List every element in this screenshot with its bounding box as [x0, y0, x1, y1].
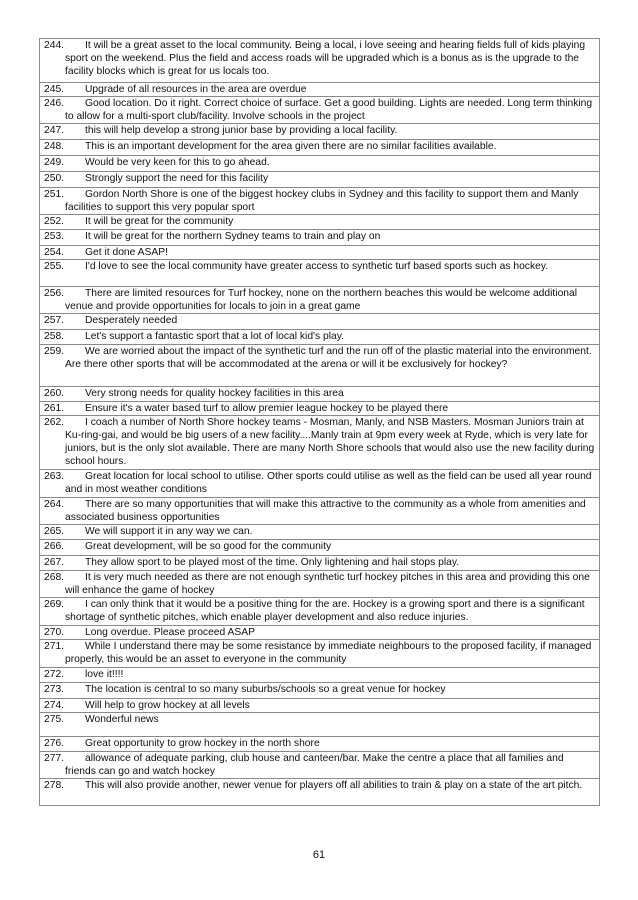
comment-text: Wonderful news [85, 714, 159, 725]
comment-number: 265. [44, 526, 65, 537]
comment-entry [44, 525, 596, 538]
comment-cell [40, 402, 600, 416]
comment-text: allowance of adequate parking, club house and canteen/bar. Make the centre a place that all families and friends can go and watch hockey [65, 753, 564, 777]
comment-row [40, 345, 600, 387]
comment-row [40, 215, 600, 230]
comment-number: 278. [44, 780, 65, 791]
comment-number: 245. [44, 84, 65, 95]
comment-cell [40, 83, 600, 97]
comment-row [40, 172, 600, 188]
comment-text: Gordon North Shore is one of the biggest hockey clubs in Sydney and this facility to support them and Manly facilities to support this very popular sport [65, 189, 579, 213]
comment-row [40, 97, 600, 124]
comment-cell [40, 699, 600, 713]
comment-row [40, 330, 600, 345]
comment-entry [44, 779, 596, 792]
comment-number: 267. [44, 557, 65, 568]
comment-row [40, 525, 600, 540]
comment-row [40, 83, 600, 97]
comment-entry [44, 287, 596, 313]
comment-number: 270. [44, 627, 65, 638]
comment-text: This is an important development for the area given there are no similar facilities available. [85, 141, 497, 152]
comment-row [40, 230, 600, 246]
comment-row [40, 470, 600, 498]
comment-entry [44, 387, 596, 400]
comment-text: Get it done ASAP! [85, 247, 168, 258]
comment-cell [40, 345, 600, 387]
comment-text: It will be great for the community [85, 216, 234, 227]
comment-number: 261. [44, 403, 65, 414]
comment-entry [44, 640, 596, 666]
comment-text: Long overdue. Please proceed ASAP [85, 627, 256, 638]
comment-number: 266. [44, 541, 65, 552]
comment-cell [40, 498, 600, 525]
comment-cell [40, 97, 600, 124]
comment-cell [40, 752, 600, 779]
comment-row [40, 387, 600, 402]
comment-row [40, 556, 600, 571]
comment-cell [40, 188, 600, 215]
comment-entry [44, 140, 596, 153]
comment-text: Would be very keen for this to go ahead. [85, 157, 270, 168]
comment-cell [40, 140, 600, 156]
comment-number: 271. [44, 641, 65, 652]
comment-text: Very strong needs for quality hockey facilities in this area [85, 388, 344, 399]
comment-number: 264. [44, 499, 65, 510]
comment-number: 247. [44, 125, 65, 136]
comment-number: 248. [44, 141, 65, 152]
comment-entry [44, 260, 596, 273]
comment-number: 251. [44, 189, 65, 200]
comment-entry [44, 83, 596, 96]
comment-entry [44, 598, 596, 624]
comment-entry [44, 416, 596, 468]
comment-cell [40, 470, 600, 498]
comment-text: Great development, will be so good for the community [85, 541, 332, 552]
comment-cell [40, 246, 600, 260]
comment-row [40, 39, 600, 83]
comment-number: 257. [44, 315, 65, 326]
comment-cell [40, 124, 600, 140]
comment-row [40, 683, 600, 699]
comment-entry [44, 571, 596, 597]
comment-row [40, 737, 600, 752]
comment-row [40, 498, 600, 525]
comment-entry [44, 345, 596, 371]
comment-row [40, 140, 600, 156]
comment-number: 256. [44, 288, 65, 299]
comment-number: 244. [44, 40, 65, 51]
comment-number: 259. [44, 346, 65, 357]
comment-number: 277. [44, 753, 65, 764]
comment-entry [44, 668, 596, 681]
comment-number: 262. [44, 417, 65, 428]
comment-row [40, 416, 600, 470]
comment-cell [40, 314, 600, 330]
comment-text: It will be great for the northern Sydney teams to train and play on [85, 231, 381, 242]
comment-text: Will help to grow hockey at all levels [85, 700, 250, 711]
comment-row [40, 640, 600, 668]
comment-entry [44, 556, 596, 569]
comment-cell [40, 640, 600, 668]
comment-text: Ensure it's a water based turf to allow premier league hockey to be played there [85, 403, 449, 414]
comment-row [40, 713, 600, 737]
comment-entry [44, 626, 596, 639]
comment-number: 263. [44, 471, 65, 482]
comment-number: 275. [44, 714, 65, 725]
comment-entry [44, 215, 596, 228]
comment-row [40, 188, 600, 215]
comment-entry [44, 230, 596, 243]
comment-text: I can only think that it would be a positive thing for the are. Hockey is a growing sport and there is a significant shortage of synthetic pitches, which enable player development and also reduce injuries. [65, 599, 585, 623]
comment-row [40, 779, 600, 806]
comment-number: 269. [44, 599, 65, 610]
comment-cell [40, 626, 600, 640]
comment-cell [40, 215, 600, 230]
comment-text: I'd love to see the local community have greater access to synthetic turf based sports such as hockey. [85, 261, 549, 272]
comment-entry [44, 97, 596, 123]
comment-entry [44, 498, 596, 524]
comment-cell [40, 156, 600, 172]
comment-number: 253. [44, 231, 65, 242]
comment-text: We will support it in any way we can. [85, 526, 253, 537]
comment-text: Good location. Do it right. Correct choice of surface. Get a good building. Lights are needed. Long term thinking to allow for a multi-sport club/facility. Involve schools in the project [65, 98, 593, 122]
comment-row [40, 752, 600, 779]
comment-cell [40, 737, 600, 752]
comment-cell [40, 571, 600, 598]
comment-number: 274. [44, 700, 65, 711]
comment-entry [44, 314, 596, 327]
comment-cell [40, 260, 600, 287]
comment-text: Desperately needed [85, 315, 178, 326]
comment-row [40, 124, 600, 140]
comment-text: I coach a number of North Shore hockey teams - Mosman, Manly, and NSB Masters. Mosman Juniors train at Ku-ring-gai, and would be big users of a new facility....Manly train at 9pm every week at Ryde, which is very late for juniors, but is the only slot available. There are many North Shore schools that would also use the new facility during school hours. [65, 417, 595, 467]
comment-cell [40, 525, 600, 540]
comment-text: This will also provide another, newer venue for players off all abilities to train & play on a state of the art pitch. [85, 780, 583, 791]
comment-entry [44, 330, 596, 343]
comment-text: While I understand there may be some resistance by immediate neighbours to the proposed facility, if managed properly, this would be an asset to everyone in the community [65, 641, 592, 665]
comment-number: 254. [44, 247, 65, 258]
comment-cell [40, 330, 600, 345]
comment-number: 272. [44, 669, 65, 680]
comment-row [40, 668, 600, 683]
comment-text: Great opportunity to grow hockey in the north shore [85, 738, 320, 749]
comment-text: It will be a great asset to the local community. Being a local, i love seeing and hearing fields full of kids playing sport on the weekend. Plus the field and access roads will be upgraded which is a bonus as is the upgrade to the facility blocks which is great for us locals too. [65, 40, 586, 77]
comment-cell [40, 683, 600, 699]
comment-text: It is very much needed as there are not enough synthetic turf hockey pitches in this area and providing this one will enhance the game of hockey [65, 572, 590, 596]
comment-number: 250. [44, 173, 65, 184]
comment-entry [44, 737, 596, 750]
comment-cell [40, 230, 600, 246]
comment-row [40, 699, 600, 713]
comment-number: 258. [44, 331, 65, 342]
comment-number: 273. [44, 684, 65, 695]
comment-row [40, 260, 600, 287]
comment-row [40, 402, 600, 416]
comment-text: They allow sport to be played most of the time. Only lightening and hail stops play. [85, 557, 460, 568]
comment-entry [44, 713, 596, 726]
comment-text: Upgrade of all resources in the area are overdue [85, 84, 307, 95]
comment-entry [44, 683, 596, 696]
comment-text: this will help develop a strong junior base by providing a local facility. [85, 125, 398, 136]
comment-cell [40, 556, 600, 571]
comment-entry [44, 699, 596, 712]
comment-row [40, 540, 600, 556]
comment-text: Great location for local school to utilise. Other sports could utilise as well as the field can be used all year round and in most weather conditions [65, 471, 592, 495]
comment-row [40, 287, 600, 314]
comments-table [39, 38, 600, 806]
comment-text: There are so many opportunities that will make this attractive to the community as a whole from amenities and associated business opportunities [65, 499, 586, 523]
comment-cell [40, 540, 600, 556]
comment-cell [40, 416, 600, 470]
comment-row [40, 598, 600, 626]
comment-entry [44, 124, 596, 137]
comment-text: Let's support a fantastic sport that a lot of local kid's play. [85, 331, 345, 342]
comment-cell [40, 172, 600, 188]
comment-cell [40, 779, 600, 806]
comment-row [40, 246, 600, 260]
comment-number: 249. [44, 157, 65, 168]
comment-row [40, 571, 600, 598]
comment-number: 268. [44, 572, 65, 583]
comment-cell [40, 287, 600, 314]
comment-text: We are worried about the impact of the synthetic turf and the run off of the plastic material into the environment. Are there other sports that will be accommodated at the arena or will it be exclusively for hockey? [65, 346, 592, 370]
comment-entry [44, 752, 596, 778]
comment-number: 246. [44, 98, 65, 109]
comment-number: 255. [44, 261, 65, 272]
comment-cell [40, 668, 600, 683]
comment-number: 252. [44, 216, 65, 227]
comment-row [40, 626, 600, 640]
comment-text: Strongly support the need for this facility [85, 173, 269, 184]
comment-row [40, 314, 600, 330]
comment-row [40, 156, 600, 172]
comment-cell [40, 598, 600, 626]
page-number: 61 [312, 849, 326, 861]
comment-cell [40, 39, 600, 83]
comment-cell [40, 713, 600, 737]
comment-entry [44, 156, 596, 169]
comment-entry [44, 172, 596, 185]
comment-text: love it!!!! [85, 669, 124, 680]
comment-number: 276. [44, 738, 65, 749]
comment-entry [44, 402, 596, 415]
comment-cell [40, 387, 600, 402]
comment-entry [44, 188, 596, 214]
comment-entry [44, 540, 596, 553]
comment-number: 260. [44, 388, 65, 399]
comment-entry [44, 470, 596, 496]
comment-text: The location is central to so many suburbs/schools so a great venue for hockey [85, 684, 446, 695]
comment-entry [44, 246, 596, 259]
comment-entry [44, 39, 596, 78]
comment-text: There are limited resources for Turf hockey, none on the northern beaches this would be welcome additional venue and provide opportunities for locals to join in a great game [65, 288, 578, 312]
